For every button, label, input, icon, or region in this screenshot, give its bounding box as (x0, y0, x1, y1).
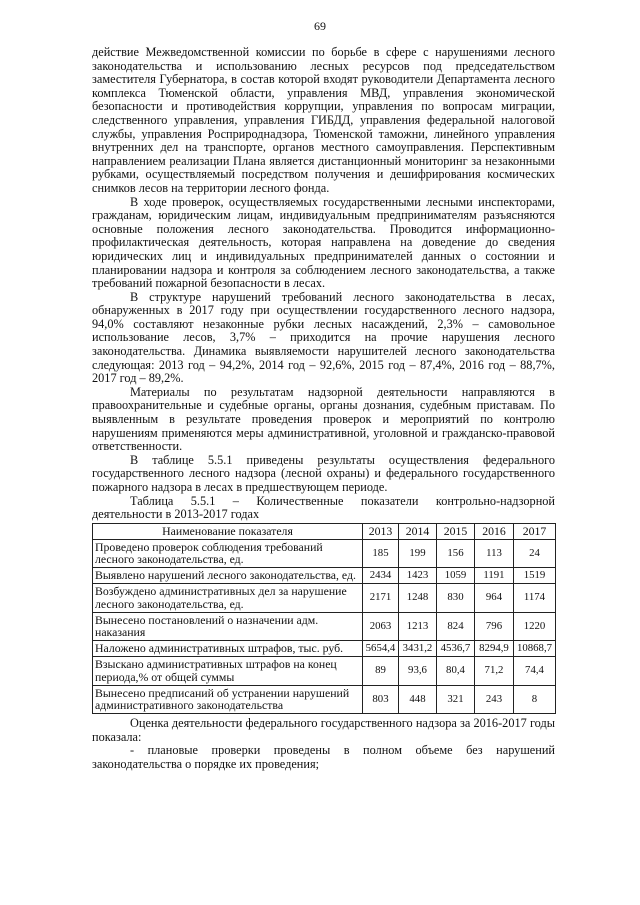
header-year: 2014 (399, 523, 437, 539)
indicator-value: 796 (475, 612, 514, 641)
header-year: 2016 (475, 523, 514, 539)
indicator-name: Наложено административных штрафов, тыс. руб. (93, 641, 363, 657)
table-row (93, 656, 556, 685)
header-year: 2017 (514, 523, 556, 539)
table-row (93, 539, 556, 568)
bottom-paragraphs (92, 717, 555, 771)
top-paragraphs (92, 46, 555, 495)
indicator-value: 2063 (363, 612, 399, 641)
paragraph: - плановые проверки проведены в полном объеме без нарушений законодательства о порядке их проведения; (92, 743, 555, 771)
indicator-value: 1423 (399, 568, 437, 584)
indicator-value: 1213 (399, 612, 437, 641)
indicator-value: 10868,7 (514, 641, 556, 657)
paragraph: В таблице 5.5.1 приведены результаты осуществления федерального государственного лесного надзора (лесной охраны) и федерального государственного пожарного надзора в лесах в предшествующем периоде. (92, 452, 555, 494)
indicator-value: 1174 (514, 583, 556, 612)
indicator-value: 824 (437, 612, 475, 641)
indicator-value: 89 (363, 656, 399, 685)
indicator-name: Взыскано административных штрафов на конец периода,% от общей суммы (93, 656, 363, 685)
indicator-value: 1059 (437, 568, 475, 584)
indicator-value: 199 (399, 539, 437, 568)
table-row (93, 568, 556, 584)
indicator-name: Вынесено предписаний об устранении нарушений административного законодательства (93, 685, 363, 714)
indicator-value: 1248 (399, 583, 437, 612)
indicator-value: 80,4 (437, 656, 475, 685)
indicator-value: 964 (475, 583, 514, 612)
indicator-value: 1220 (514, 612, 556, 641)
indicator-value: 448 (399, 685, 437, 714)
indicator-name: Выявлено нарушений лесного законодательства, ед. (93, 568, 363, 584)
paragraph: В ходе проверок, осуществляемых государственными лесными инспекторами, гражданам, юридическим лицам, индивидуальным предпринимателям разъясняются основные положения лесного законодательства. Проводится информационно-профилактическая деятельность, которая направлена на доведение до сведения юридических лиц и индивидуальных предпринимателей данных о состоянии и планировании надзора и контроля за соблюдением лесного законодательства, а также требований пожарной безопасности в лесах. (92, 194, 555, 291)
indicator-value: 5654,4 (363, 641, 399, 657)
indicator-value: 3431,2 (399, 641, 437, 657)
header-year: 2013 (363, 523, 399, 539)
indicator-value: 2171 (363, 583, 399, 612)
indicator-value: 4536,7 (437, 641, 475, 657)
header-year: 2015 (437, 523, 475, 539)
paragraph: действие Межведомственной комиссии по борьбе в сфере с нарушениями лесного законодательства и использованию лесных ресурсов под председательством заместителя Губернатора, в состав которой входят руководители Департамента лесного комплекса Тюменской области, управления МВД, управления экономической безопасности и противодействия коррупции, управления по вопросам миграции, следственного управления, управления ГИБДД, управления федеральной налоговой службы, управления Росприроднадзора, Тюменской таможни, линейного управления внутренних дел на транспорте, органов местного самоуправления. Перспективным направлением реализации Плана является дистанционный мониторинг за незаконными рубками, осуществляемый посредством получения и дешифрирования космических снимков лесов на территории лесного фонда. (92, 45, 555, 195)
indicator-value: 93,6 (399, 656, 437, 685)
table-row (93, 583, 556, 612)
indicator-value: 1519 (514, 568, 556, 584)
table-row (93, 685, 556, 714)
table-row (93, 612, 556, 641)
indicator-value: 803 (363, 685, 399, 714)
indicator-value: 8 (514, 685, 556, 714)
indicator-value: 830 (437, 583, 475, 612)
indicator-name: Проведено проверок соблюдения требований лесного законодательства, ед. (93, 539, 363, 568)
table-caption: Таблица 5.5.1 – Количественные показатели контрольно-надзорной деятельности в 2013-2017 годах (92, 493, 555, 522)
paragraph: В структуре нарушений требований лесного законодательства в лесах, обнаруженных в 2017 году при осуществлении государственного лесного надзора, 94,0% составляют незаконные рубки лесных насаждений, 2,3% – самовольное использование лесов, 3,7% – приходится на прочие нарушения лесного законодательства. Динамика выявляемости нарушителей лесного законодательства следующая: 2013 год – 94,2%, 2014 год – 92,6%, 2015 год – 87,4%, 2016 год – 88,7%, 2017 год – 89,2%. (92, 289, 555, 386)
page-number: 69 (314, 19, 326, 33)
header-indicator-name: Наименование показателя (93, 523, 363, 539)
indicator-value: 321 (437, 685, 475, 714)
indicator-name: Вынесено постановлений о назначении адм. наказания (93, 612, 363, 641)
indicator-value: 8294,9 (475, 641, 514, 657)
indicator-value: 185 (363, 539, 399, 568)
table-header-row (93, 523, 556, 539)
table-row (93, 641, 556, 657)
indicator-name: Возбуждено административных дел за нарушение лесного законодательства, ед. (93, 583, 363, 612)
indicator-value: 74,4 (514, 656, 556, 685)
paragraph: Материалы по результатам надзорной деятельности направляются в правоохранительные и судебные органы, органы дознания, судебным приставам. По выявленным в результате проведения проверок и мероприятий по контролю нарушениям применяются меры административной, уголовной и гражданско-правовой ответственности. (92, 384, 555, 454)
indicators-table (92, 523, 556, 714)
indicator-value: 24 (514, 539, 556, 568)
paragraph: Оценка деятельности федерального государственного надзора за 2016-2017 годы показала: (92, 716, 555, 744)
indicator-value: 2434 (363, 568, 399, 584)
indicator-value: 1191 (475, 568, 514, 584)
indicator-value: 156 (437, 539, 475, 568)
indicator-value: 113 (475, 539, 514, 568)
indicator-value: 243 (475, 685, 514, 714)
document-body (92, 46, 555, 772)
indicator-value: 71,2 (475, 656, 514, 685)
